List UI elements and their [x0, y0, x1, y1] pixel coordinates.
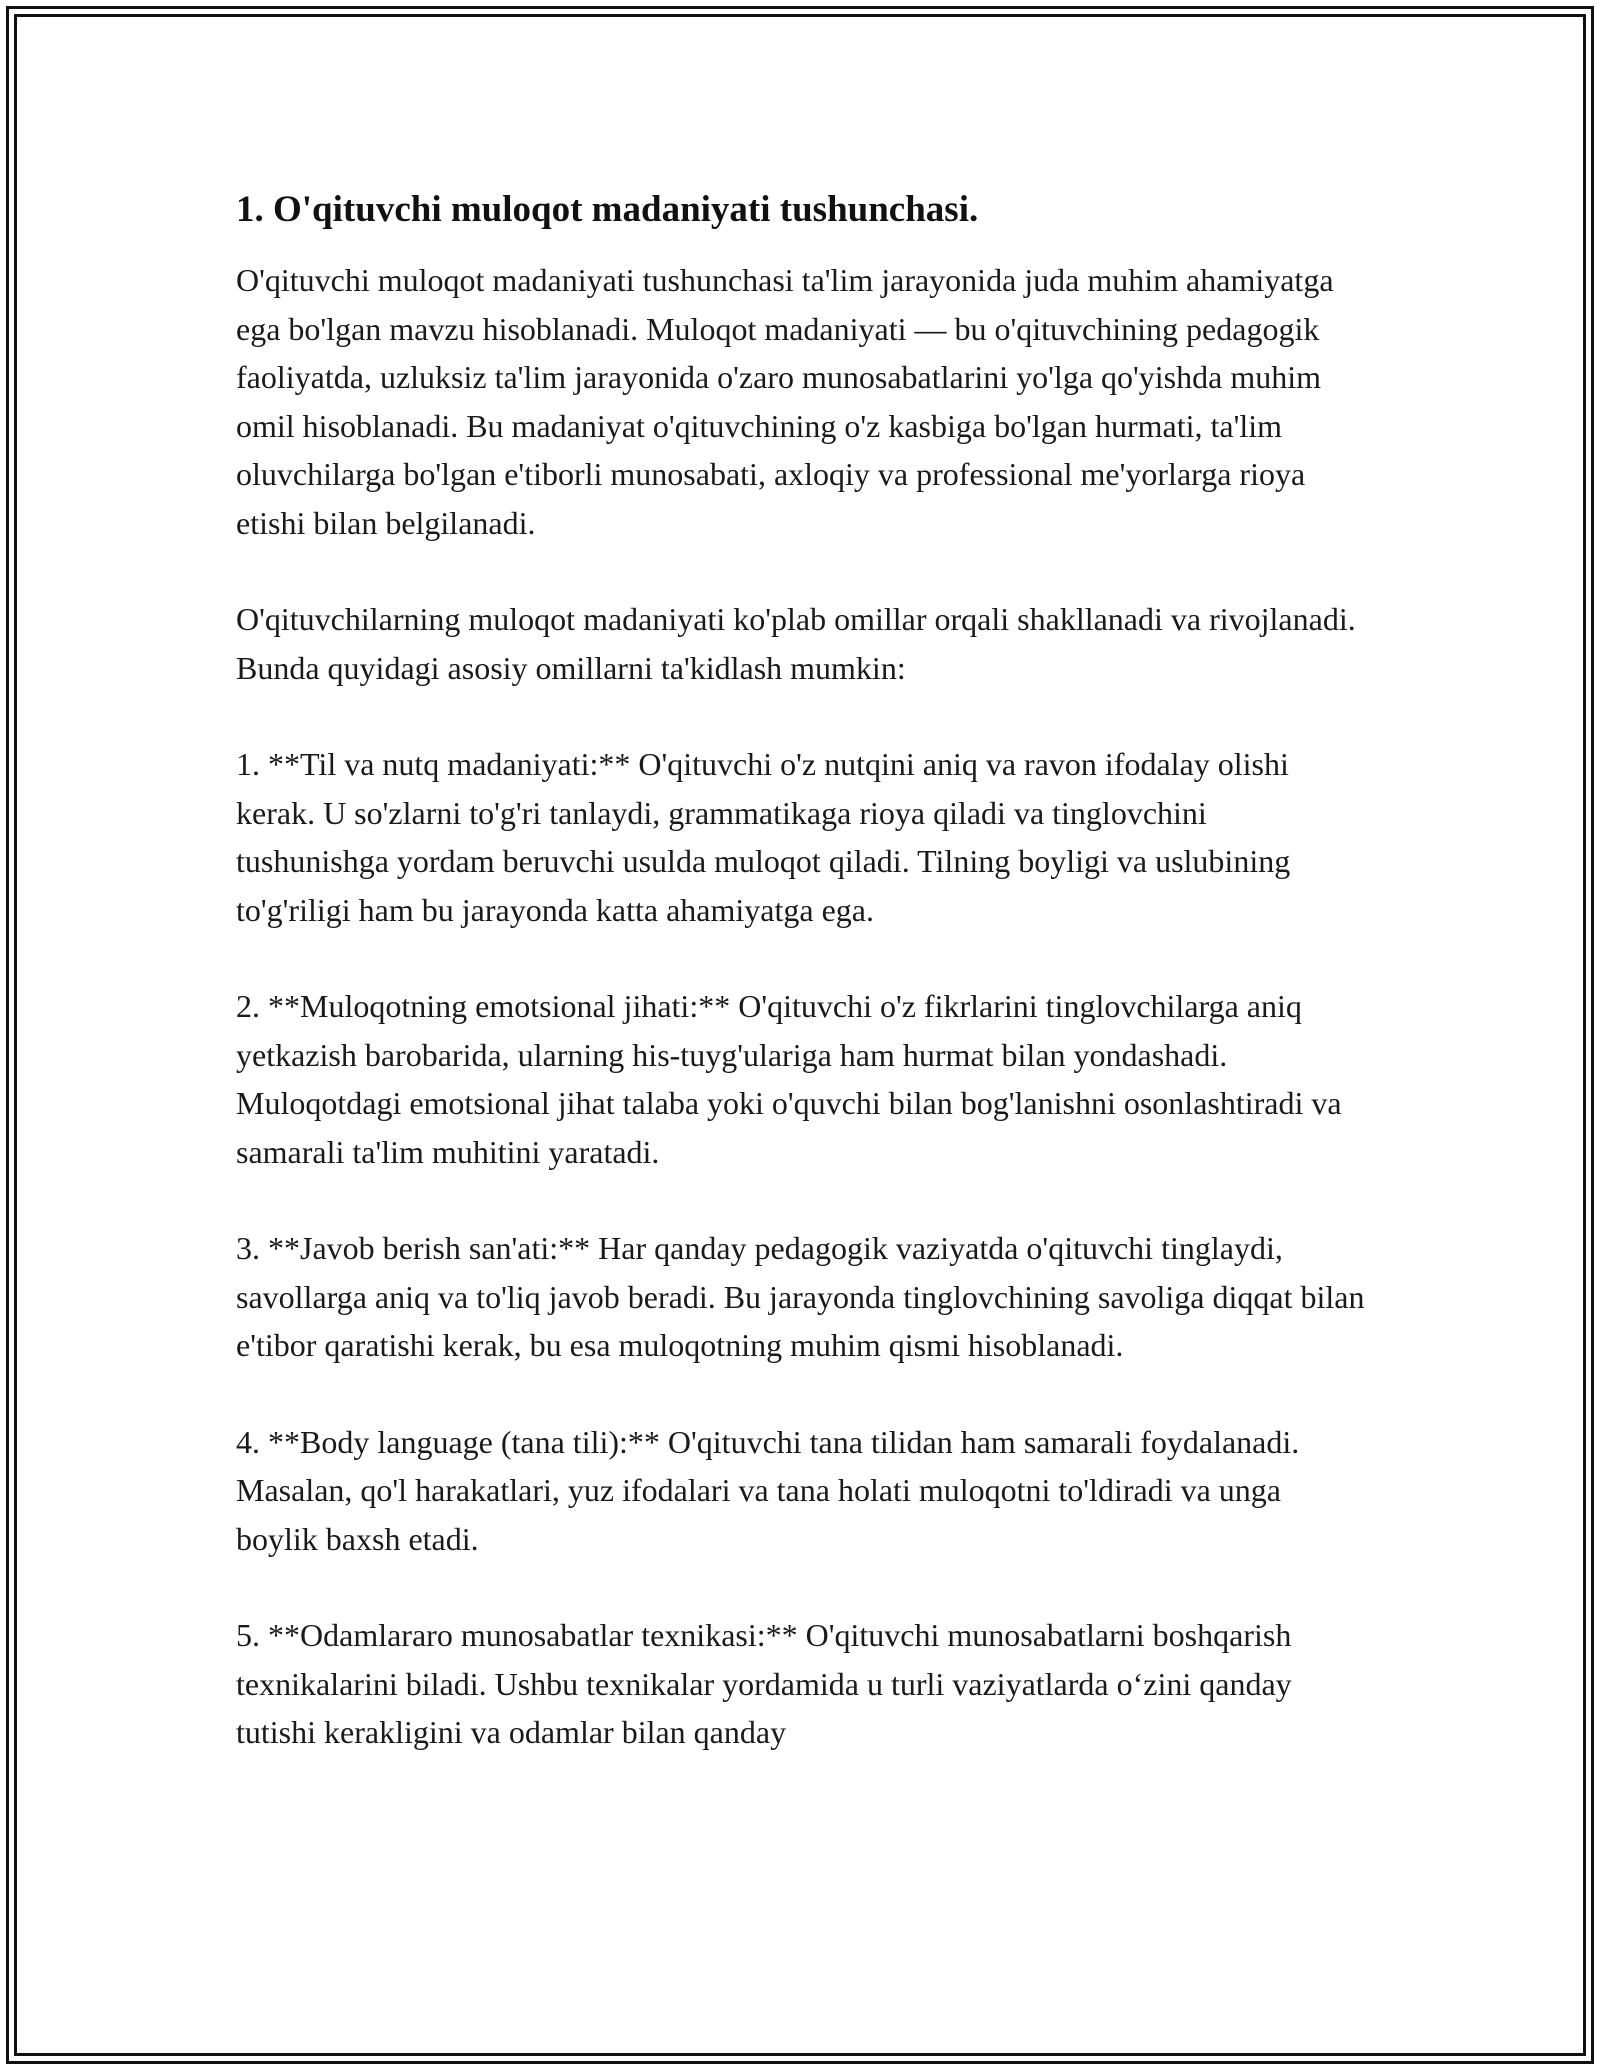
list-item-emotional-aspect: 2. **Muloqotning emotsional jihati:** O'qituvchi o'z fikrlarini tinglovchilarga aniq yetkazish barobarida, ularning his-tuyg'ulariga ham hurmat bilan yondashadi. Muloqotdagi emotsional jihat talaba yoki o'quvchi bilan bog'lanishni osonlashtiradi va samarali ta'lim muhitini yaratadi. — [236, 988, 1342, 1170]
list-item-interpersonal-techniques: 5. **Odamlararo munosabatlar texnikasi:** O'qituvchi munosabatlarni boshqarish texnikalarini biladi. Ushbu texnikalar yordamida u turli vaziyatlarda o‘zini qanday tutishi kerakligini va odamlar bilan qanday — [236, 1617, 1292, 1750]
list-item-language-culture: 1. **Til va nutq madaniyati:** O'qituvchi o'z nutqini aniq va ravon ifodalay olishi kerak. U so'zlarni to'g'ri tanlaydi, grammatikaga rioya qiladi va tinglovchini tushunishga yordam beruvchi usulda muloqot qiladi. Tilning boyligi va uslubining to'g'riligi ham bu jarayonda katta ahamiyatga ega. — [236, 746, 1291, 928]
list-item-body-language: 4. **Body language (tana tili):** O'qituvchi tana tilidan ham samarali foydalanadi. Masalan, qo'l harakatlari, yuz ifodalari va tana holati muloqotni to'ldiradi va unga boylik baxsh etadi. — [236, 1423, 1300, 1557]
page-title: 1. O'qituvchi muloqot madaniyati tushunchasi. — [236, 189, 979, 230]
document-body — [236, 186, 1366, 1805]
list-item-answering-art: 3. **Javob berish san'ati:** Har qanday pedagogik vaziyatda o'qituvchi tinglaydi, savollarga aniq va to'liq javob beradi. Bu jarayonda tinglovchining savoliga diqqat bilan e'tibor qaratishi kerak, bu esa muloqotning muhim qismi hisoblanadi. — [236, 1230, 1365, 1363]
factors-intro-paragraph: O'qituvchilarning muloqot madaniyati ko'plab omillar orqali shakllanadi va rivojlanadi. Bunda quyidagi asosiy omillarni ta'kidlash mumkin: — [236, 601, 1356, 686]
intro-paragraph: O'qituvchi muloqot madaniyati tushunchasi ta'lim jarayonida juda muhim ahamiyatga ega bo'lgan mavzu hisoblanadi. Muloqot madaniyati — bu o'qituvchining pedagogik faoliyatda, uzluksiz ta'lim jarayonida o'zaro munosabatlarini yo'lga qo'yishda muhim omil hisoblanadi. Bu madaniyat o'qituvchining o'z kasbiga bo'lgan hurmati, ta'lim oluvchilarga bo'lgan e'tiborli munosabati, axloqiy va professional me'yorlarga rioya etishi bilan belgilanadi. — [236, 262, 1334, 541]
